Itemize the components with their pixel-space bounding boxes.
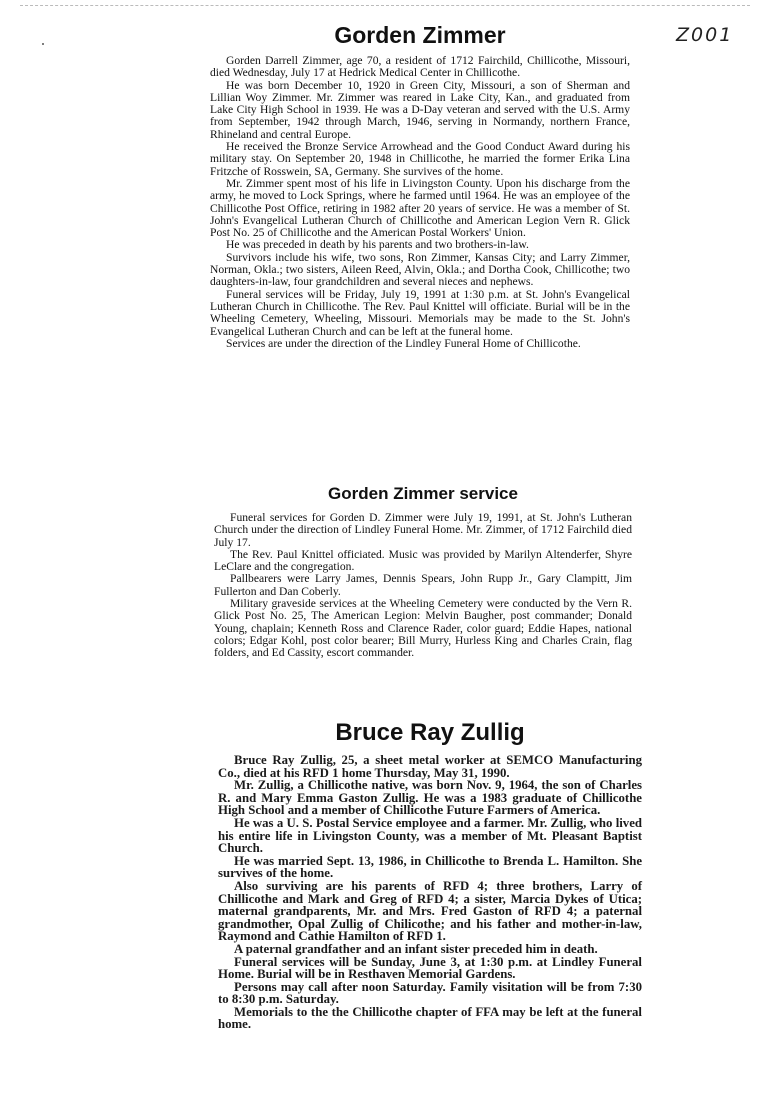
- paragraph: Memorials to the the Chillicothe chapter of FFA may be left at the funeral home.: [218, 1004, 642, 1032]
- paragraph: Funeral services will be Sunday, June 3, at 1:30 p.m. at Lindley Funeral Home. Burial will be in Resthaven Memorial Gardens.: [218, 954, 642, 982]
- notice-gorden-zimmer-service: [214, 484, 632, 660]
- paragraph: A paternal grandfather and an infant sister preceded him in death.: [234, 941, 598, 956]
- paragraph: Funeral services for Gorden D. Zimmer were July 19, 1991, at St. John's Lutheran Church under the direction of Lindley Funeral Home. Mr. Zimmer, of 1712 Fairchild died July 17.: [214, 511, 632, 549]
- paragraph: Survivors include his wife, two sons, Ron Zimmer, Kansas City; and Larry Zimmer, Norman, Okla.; two sisters, Aileen Reed, Alvin, Okla.; and Dortha Cook, Chillicothe; two daughters-in-law, four grandchildren and several nieces and nephews.: [210, 250, 630, 289]
- paragraph: Also surviving are his parents of RFD 4; three brothers, Larry of Chillicothe and Mark and Greg of RFD 4; a sister, Marcia Dykes of Utica; maternal grandparents, Mr. and Mrs. Fred Gaston of RFD 4; a paternal grandmother, Opal Zullig of Chilicothe; and his father and mother-in-law, Raymond and Cathie Hamilton of RFD 1.: [218, 878, 642, 944]
- paragraph: Services are under the direction of the Lindley Funeral Home of Chillicothe.: [226, 336, 581, 350]
- paragraph: He was married Sept. 13, 1986, in Chillicothe to Brenda L. Hamilton. She survives of the home.: [218, 853, 642, 881]
- paragraph: Bruce Ray Zullig, 25, a sheet metal worker at SEMCO Manufacturing Co., died at his RFD 1 home Thursday, May 31, 1990.: [218, 753, 642, 780]
- paragraph: Mr. Zullig, a Chillicothe native, was born Nov. 9, 1964, the son of Charles R. and Mary Emma Gaston Zullig. He was a 1983 graduate of Chillicothe High School and a member of Chillicothe Future Farmers of America.: [218, 778, 642, 818]
- article-body: [218, 754, 642, 1031]
- paragraph: Persons may call after noon Saturday. Family visitation will be from 7:30 to 8:30 p.m. Saturday.: [218, 979, 642, 1007]
- obituary-gorden-zimmer: [210, 22, 630, 350]
- page-id-label: Z001: [676, 24, 734, 46]
- article-title: Bruce Ray Zullig: [335, 719, 525, 746]
- obituary-bruce-ray-zullig: [218, 719, 642, 1031]
- paragraph: He was born December 10, 1920 in Green City, Missouri, a son of Sherman and Lillian Woy Zimmer. Mr. Zimmer was reared in Lake City, Kan., and graduated from Lake City High School in 1939. He was a D-Day veteran and served with the U.S. Army from September, 1942 through March, 1946, serving in Normandy, northern France, Rhineland and central Europe.: [210, 78, 630, 141]
- paragraph: He was preceded in death by his parents and two brothers-in-law.: [226, 238, 529, 252]
- paragraph: He received the Bronze Service Arrowhead and the Good Conduct Award during his military stay. On September 20, 1948 in Chillicothe, he married the former Erika Lina Fritzche of Rosswein, SA, Germany. She survives of the home.: [210, 140, 630, 178]
- paragraph: Pallbearers were Larry James, Dennis Spears, John Rupp Jr., Gary Clampitt, Jim Fullerton and Dan Coberly.: [214, 572, 632, 598]
- paragraph: The Rev. Paul Knittel officiated. Music was provided by Marilyn Altenderfer, Shyre LeClare and the congregation.: [214, 547, 632, 574]
- article-body: [214, 512, 632, 660]
- paragraph: He was a U. S. Postal Service employee and a farmer. Mr. Zullig, who lived his entire life in Livingston County, was a member of Mt. Pleasant Baptist Church.: [218, 815, 642, 856]
- article-title: Gorden Zimmer: [334, 22, 506, 48]
- paragraph: Funeral services will be Friday, July 19, 1991 at 1:30 p.m. at St. John's Evangelical Lutheran Church in Chillicothe. The Rev. Paul Knittel will officiate. Burial will be in the Wheeling Cemetery, Wheeling, Missouri. Memorials may be made to the St. John's Evangelical Lutheran Church and can be left at the funeral home.: [210, 287, 630, 338]
- paragraph: Gorden Darrell Zimmer, age 70, a resident of 1712 Fairchild, Chillicothe, Missouri, died Wednesday, July 17 at Hedrick Medical Center in Chillicothe.: [210, 54, 630, 80]
- article-body: [210, 55, 630, 350]
- scan-top-border: [20, 5, 750, 6]
- paragraph: Military graveside services at the Wheeling Cemetery were conducted by the Vern R. Glick Post No. 25, The American Legion: Melvin Baugher, post commander; Donald Young, chaplain; Kenneth Ross and Clarence Rader, color guard; Eddie Hapes, national colors; Edgar Kohl, post color bearer; Bill Murry, Hurless King and Charles Crain, flag folders, and Ed Cassity, escort commander.: [214, 597, 632, 660]
- paragraph: Mr. Zimmer spent most of his life in Livingston County. Upon his discharge from the army, he moved to Lock Springs, where he farmed until 1964. He was an employee of the Chillicothe Post Office, retiring in 1982 after 20 years of service. He was a member of St. John's Evangelical Lutheran Church of Chillicothe and American Legion Vern R. Glick Post No. 25 of Chillicothe and the American Postal Workers' Union.: [210, 176, 630, 240]
- scan-speck: [42, 43, 44, 45]
- article-title: Gorden Zimmer service: [328, 484, 518, 503]
